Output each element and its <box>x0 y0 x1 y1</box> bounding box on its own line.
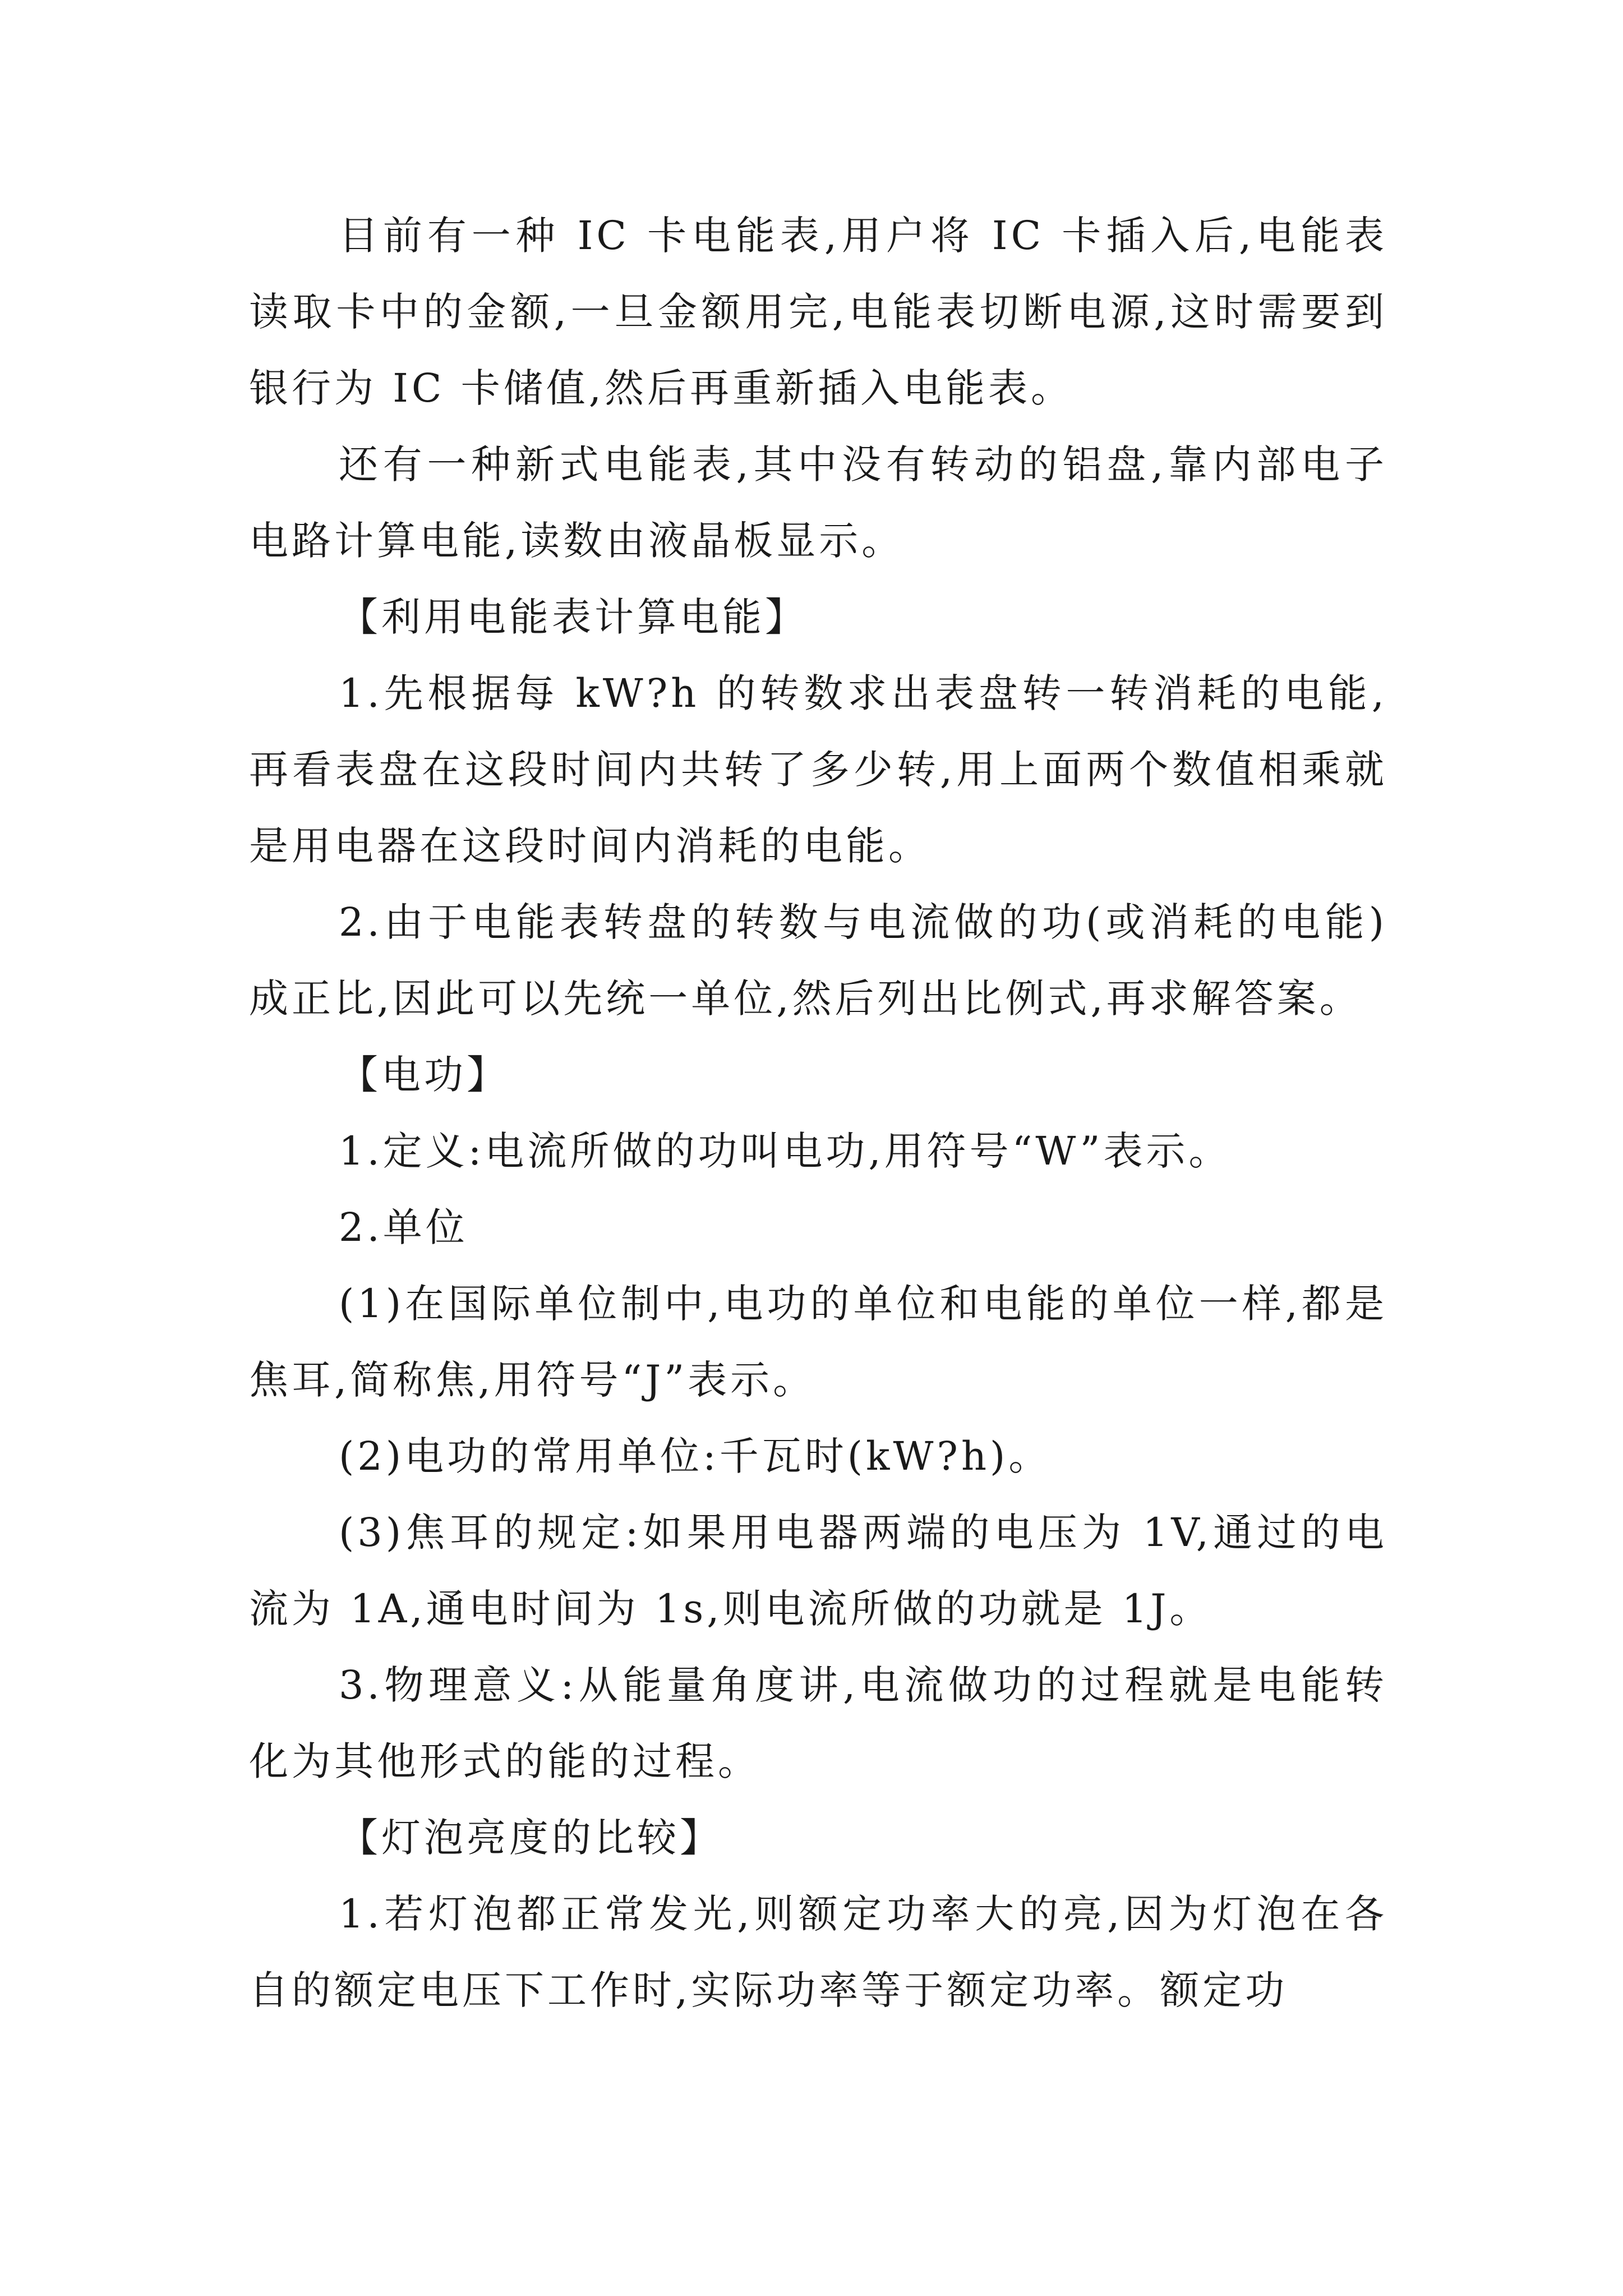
section-heading-bulb-brightness: 【灯泡亮度的比较】 <box>339 1815 722 1861</box>
paragraph-unit-2: (2)电功的常用单位:千瓦时(kW?h)。 <box>339 1433 1052 1479</box>
document-body <box>249 197 1387 2028</box>
section-heading-electric-work: 【电功】 <box>339 1052 509 1098</box>
paragraph-definition: 1.定义:电流所做的功叫电功,用符号“W”表示。 <box>339 1128 1232 1174</box>
paragraph-unit-title: 2.单位 <box>339 1204 468 1250</box>
paragraph-calc-method-2: 2.由于电能表转盘的转数与电流做的功(或消耗的电能)成正比,因此可以先统一单位,然后列出比例式,再求解答案。 <box>249 899 1387 1022</box>
paragraph-ic-card-meter: 目前有一种 IC 卡电能表,用户将 IC 卡插入后,电能表读取卡中的金额,一旦金额用完,电能表切断电源,这时需要到银行为 IC 卡储值,然后再重新插入电能表。 <box>249 213 1387 411</box>
paragraph-bulb-1: 1.若灯泡都正常发光,则额定功率大的亮,因为灯泡在各自的额定电压下工作时,实际功率等于额定功率。额定功 <box>249 1891 1387 2013</box>
paragraph-unit-1: (1)在国际单位制中,电功的单位和电能的单位一样,都是焦耳,简称焦,用符号“J”表示。 <box>249 1281 1387 1403</box>
paragraph-calc-method-1: 1.先根据每 kW?h 的转数求出表盘转一转消耗的电能,再看表盘在这段时间内共转了多少转,用上面两个数值相乘就是用电器在这段时间内消耗的电能。 <box>249 670 1387 869</box>
paragraph-new-meter: 还有一种新式电能表,其中没有转动的铝盘,靠内部电子电路计算电能,读数由液晶板显示。 <box>249 441 1387 564</box>
paragraph-physical-meaning: 3.物理意义:从能量角度讲,电流做功的过程就是电能转化为其他形式的能的过程。 <box>249 1662 1387 1784</box>
section-heading-calc-energy: 【利用电能表计算电能】 <box>339 594 808 640</box>
paragraph-unit-3: (3)焦耳的规定:如果用电器两端的电压为 1V,通过的电流为 1A,通电时间为 1s,则电流所做的功就是 1J。 <box>249 1510 1387 1632</box>
